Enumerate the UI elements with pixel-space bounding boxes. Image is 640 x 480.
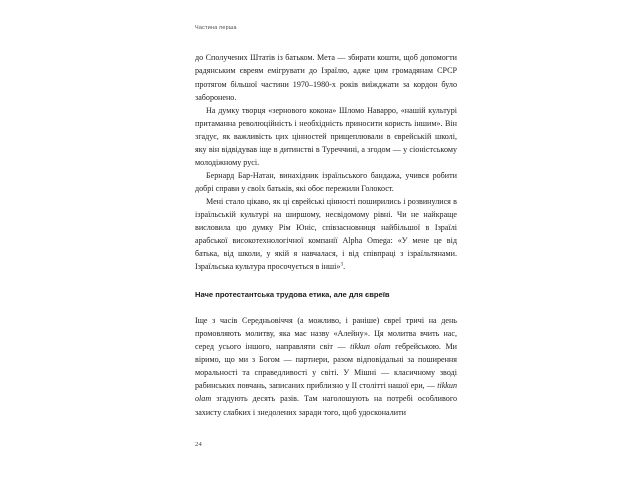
paragraph-younis (195, 195, 457, 273)
paragraph-bar-natan: Бернард Бар-Натан, винахідник ізраїльського бандажа, учився робити добрі справи у своїх батьків, які обоє пережили Голокост. (195, 170, 457, 193)
paragraph-continuation: до Сполучених Штатів із батьком. Мета — збирати кошти, щоб допомогти радянським євреям емігрувати до Ізраїлю, адже цим громадянам СРСР протягом більшої частини 1970–1980-х років виїжджати за кордон було заборонено. (195, 53, 457, 102)
paragraph-aleinu-segment-1: Іще з часів Середньовіччя (а можливо, і раніше) євреї тричі на день промовляють молитву, яка має назву «Алейну». Ця молитва вчить нас, серед усього іншого, направляти світ — (195, 316, 457, 352)
footnote-marker[interactable]: 3 (340, 261, 344, 268)
paragraph-aleinu-segment-3: згадують десять разів. Там наголошують на потребі особливого захисту слабких і знедолених заради того, щоб удосконалити (195, 394, 457, 417)
paragraph-navarro: На думку творця «зернового кокона» Шломо Наварро, «нашій культурі притаманна революційність і необхідність приносити користь іншим». Він згадує, як важливість цих цінностей прищеплювали в єврейській школі, яку він відвідував іще в дитинстві в Туреччині, а згодом — у сіоністському молодіжному русі. (195, 105, 457, 167)
paragraph-younis-tail: . (343, 262, 346, 272)
transliteration-tikkun-olam-first: tikkun olam (350, 342, 391, 352)
paragraph-aleinu-segment-2: гебрейською. Ми віримо, що ми з Богом — партнери, разом відповідальні за поширення моральності та справедливості у світі. У Мішні — класичному зводі рабинських повчань, записаних приблизно у ІІ столітті нашої ери, — (195, 342, 458, 391)
section-subheading: Наче протестантська трудова етика, але для євреїв (195, 290, 390, 300)
text-column (195, 26, 457, 419)
page-number: 24 (195, 441, 202, 448)
paragraph-aleinu (195, 314, 457, 418)
transliteration-tikkun-olam-second: tikkun olam (195, 381, 457, 404)
paragraph-younis-text: Мені стало цікаво, як ці єврейські цінності поширились і розвинулися в ізраїльській культурі на ширшому, несвідомому рівні. Чи не найкраще висловила цю думку Рім Юніс, співзасновниця найбільшої в Ізраїлі арабської високотехнологічної компанії Alpha Omega: «У мене це від батька, від школи, у якій я навчалася, і від співпраці з ізраїльтянами. Ізраїльська культура просочується в інші» (195, 196, 457, 272)
running-head: Частина перша (195, 25, 237, 31)
